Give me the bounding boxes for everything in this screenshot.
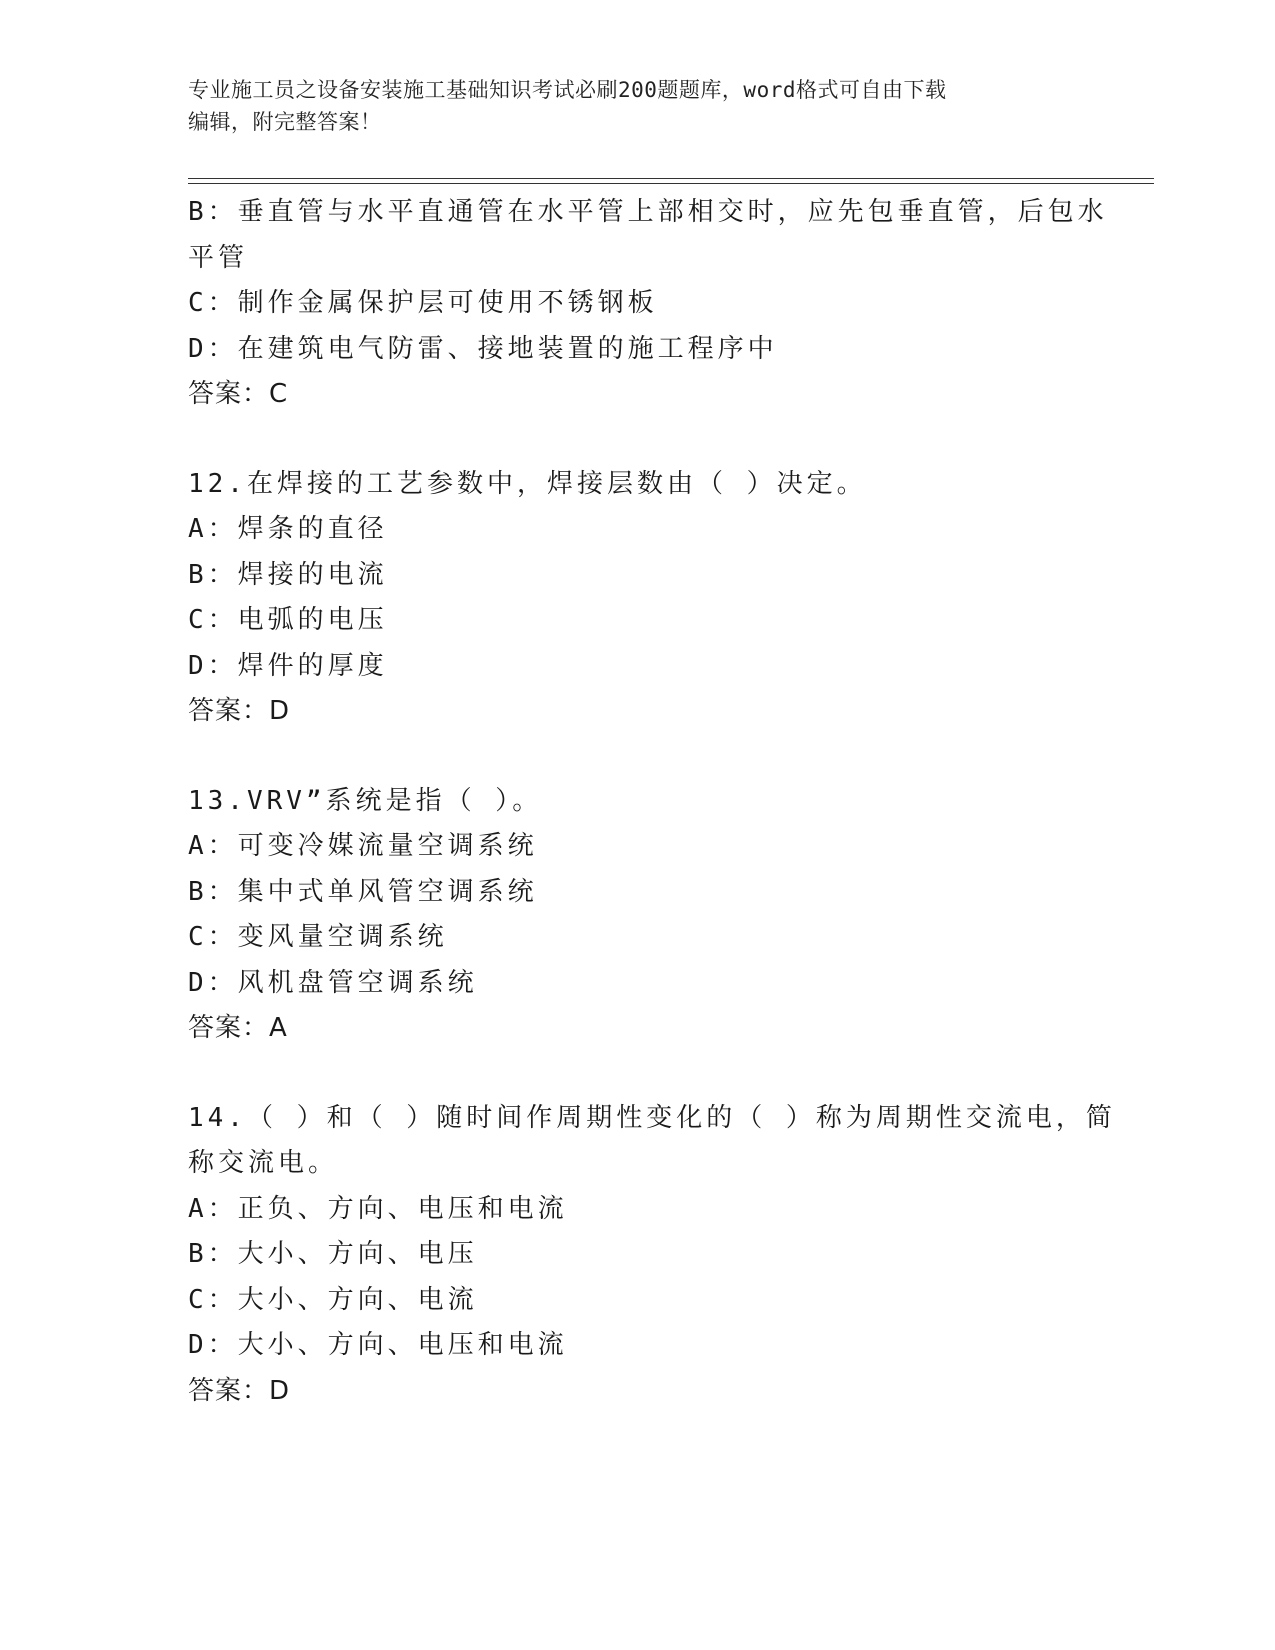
question-text: 12.在焊接的工艺参数中，焊接层数由（ ）决定。 bbox=[188, 468, 867, 499]
header-title-line-2: 编辑，附完整答案！ bbox=[188, 110, 382, 134]
option-c: C：变风量空调系统 bbox=[188, 922, 448, 952]
question-13 bbox=[188, 779, 1088, 1052]
option-b-line-1: B：垂直管与水平直通管在水平管上部相交时，应先包垂直管，后包水 bbox=[188, 197, 1108, 227]
answer: 答案：D bbox=[188, 696, 291, 726]
header-divider-bottom bbox=[188, 183, 1154, 184]
option-b-line-2: 平管 bbox=[188, 242, 249, 273]
option-d: D：大小、方向、电压和电流 bbox=[188, 1330, 568, 1360]
question-text-line-2: 称交流电。 bbox=[188, 1148, 339, 1178]
option-d: D：风机盘管空调系统 bbox=[188, 967, 478, 998]
option-a: A：可变冷媒流量空调系统 bbox=[188, 831, 538, 861]
question-14 bbox=[188, 1096, 1116, 1415]
spacer bbox=[188, 735, 1088, 779]
question-text-line-1: 14.（ ）和（ ）随时间作周期性变化的（ ）称为周期性交流电，简 bbox=[188, 1102, 1116, 1133]
question-12 bbox=[188, 462, 1088, 735]
option-c: C：制作金属保护层可使用不锈钢板 bbox=[188, 288, 658, 318]
answer: 答案：C bbox=[188, 379, 289, 409]
option-b: B：大小、方向、电压 bbox=[188, 1239, 478, 1269]
header-divider-top bbox=[188, 178, 1154, 179]
option-a: A：焊条的直径 bbox=[188, 514, 388, 544]
option-d: D：在建筑电气防雷、接地装置的施工程序中 bbox=[188, 333, 778, 364]
option-c: C：电弧的电压 bbox=[188, 605, 388, 635]
option-b: B：焊接的电流 bbox=[188, 559, 388, 590]
answer: 答案：D bbox=[188, 1375, 291, 1406]
option-a: A：正负、方向、电压和电流 bbox=[188, 1193, 568, 1224]
answer: 答案：A bbox=[188, 1013, 288, 1043]
option-b: B：集中式单风管空调系统 bbox=[188, 876, 538, 907]
header-title-line-1: 专业施工员之设备安装施工基础知识考试必刷200题题库，word格式可自由下载 bbox=[188, 78, 947, 102]
document-header bbox=[188, 74, 1088, 138]
spacer bbox=[188, 418, 1088, 462]
spacer bbox=[188, 1052, 1088, 1096]
option-d: D：焊件的厚度 bbox=[188, 650, 388, 681]
question-11-tail bbox=[188, 190, 1108, 418]
question-list bbox=[188, 190, 1116, 1414]
question-text: 13.VRV”系统是指（ ）。 bbox=[188, 785, 543, 816]
option-c: C：大小、方向、电流 bbox=[188, 1284, 478, 1315]
